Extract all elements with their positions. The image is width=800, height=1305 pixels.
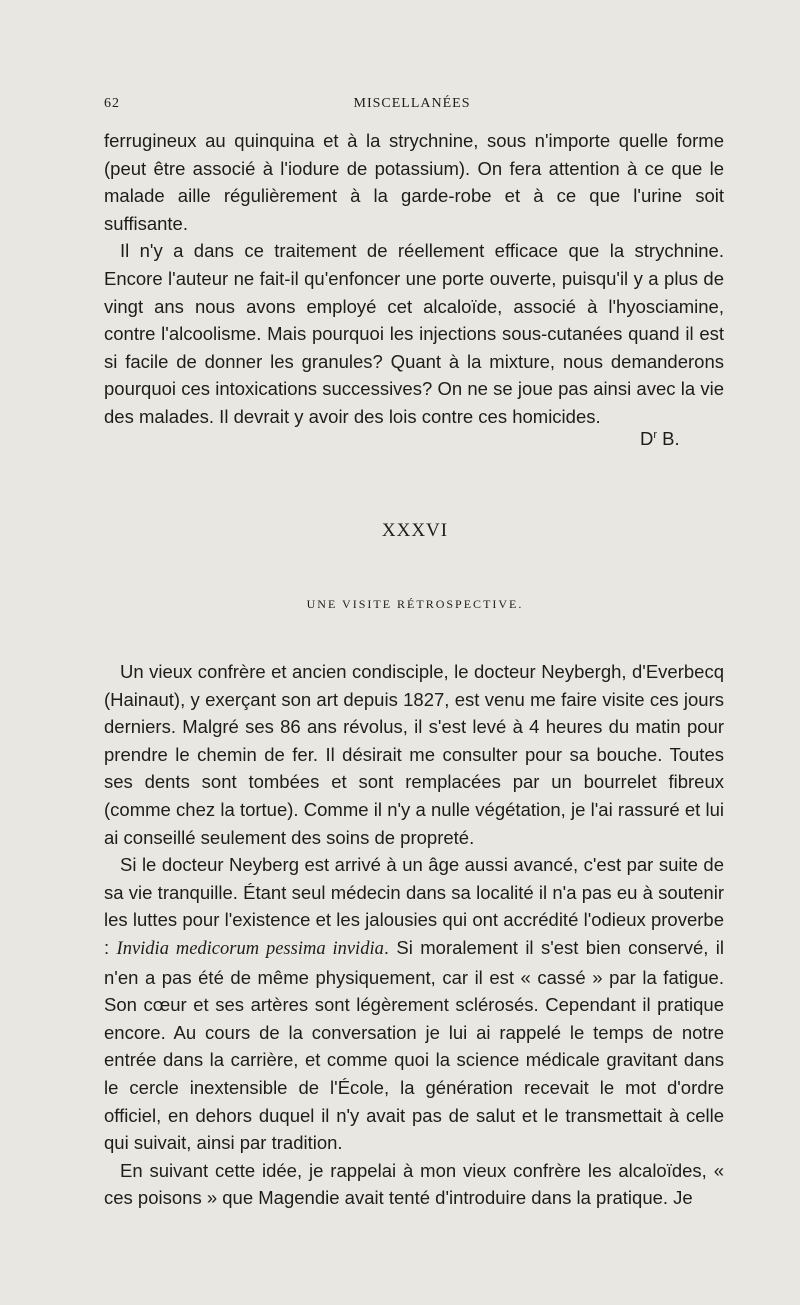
paragraph: Il n'y a dans ce traitement de réellement efficace que la strychnine. Encore l'auteur ne fait-il qu'enfoncer une porte ouverte, puisqu'il y a plus de vingt ans nous avons employé cet alcaloïde, associé à l'hyosciamine, contre l'alcoolisme. Mais pourquoi les injections sous-cutanées quand il est si facile de donner les granules? Quant à la mixture, nous demanderons pourquoi ces intoxications successives? On ne se joue pas ainsi avec la vie des malades. Il devrait y avoir des lois contre ces homicides. [104,240,724,427]
signature-initial: B. [657,428,680,449]
signature-prefix: D [640,428,654,449]
page-header [104,96,720,116]
paragraph [104,851,724,1157]
paragraph: ferrugineux au quinquina et à la strychnine, sous n'importe quelle forme (peut être associé à l'iodure de potassium). On fera attention à ce que le malade aille régulièrement à la garde-robe et à ce que l'urine soit suffisante. [104,130,724,234]
chapter-title: UNE VISITE RÉTROSPECTIVE. [306,597,524,611]
paragraph-text: Si le docteur Neyberg est arrivé à un âge aussi avancé, c'est par suite de sa vie tranquille. Étant seul médecin dans sa localité il n'a pas eu à soutenir les luttes pour l'existence et les jalousies qui ont accrédité l'odieux proverbe : [104,854,724,958]
page-number: 62 [104,96,120,111]
latin-proverb: Invidia medicorum pessima invidia [116,938,384,959]
text-block-continuation [104,127,724,431]
running-title: MISCELLANÉES [353,96,471,111]
signature-superscript: r [653,428,658,441]
paragraph: Un vieux confrère et ancien condisciple, le docteur Neybergh, d'Everbecq (Hainaut), y exerçant son art depuis 1827, est venu me faire visite ces jours derniers. Malgré ses 86 ans révolus, il s'est levé à 4 heures du matin pour prendre le chemin de fer. Il désirait me consulter pour sa bouche. Toutes ses dents sont tombées et sont remplacées par un bourrelet fibreux (comme chez la tortue). Comme il n'y a nulle végétation, je l'ai rassuré et lui ai conseillé seulement des soins de propreté. [104,661,724,848]
text-block-chapter [104,658,724,1212]
chapter-number: XXXVI [381,520,449,541]
paragraph: En suivant cette idée, je rappelai à mon vieux confrère les alcaloïdes, « ces poisons » que Magendie avait tenté d'introduire dans la pratique. Je [104,1159,724,1209]
author-signature [640,428,680,450]
paragraph-text: . Si moralement il s'est bien conservé, il n'en a pas été de même physiquement, car il est « cassé » par la fatigue. Son cœur et ses artères sont légèrement sclérosés. Cependant il pratique encore. Au cours de la conversation je lui ai rappelé le temps de notre entrée dans la carrière, et comme quoi la science médicale gravitant dans le cercle inextensible de l'École, la génération recevait le mot d'ordre officiel, en dehors duquel il n'y avait pas de salut et le transmettait à celle qui suivait, ainsi par tradition. [104,936,725,1154]
